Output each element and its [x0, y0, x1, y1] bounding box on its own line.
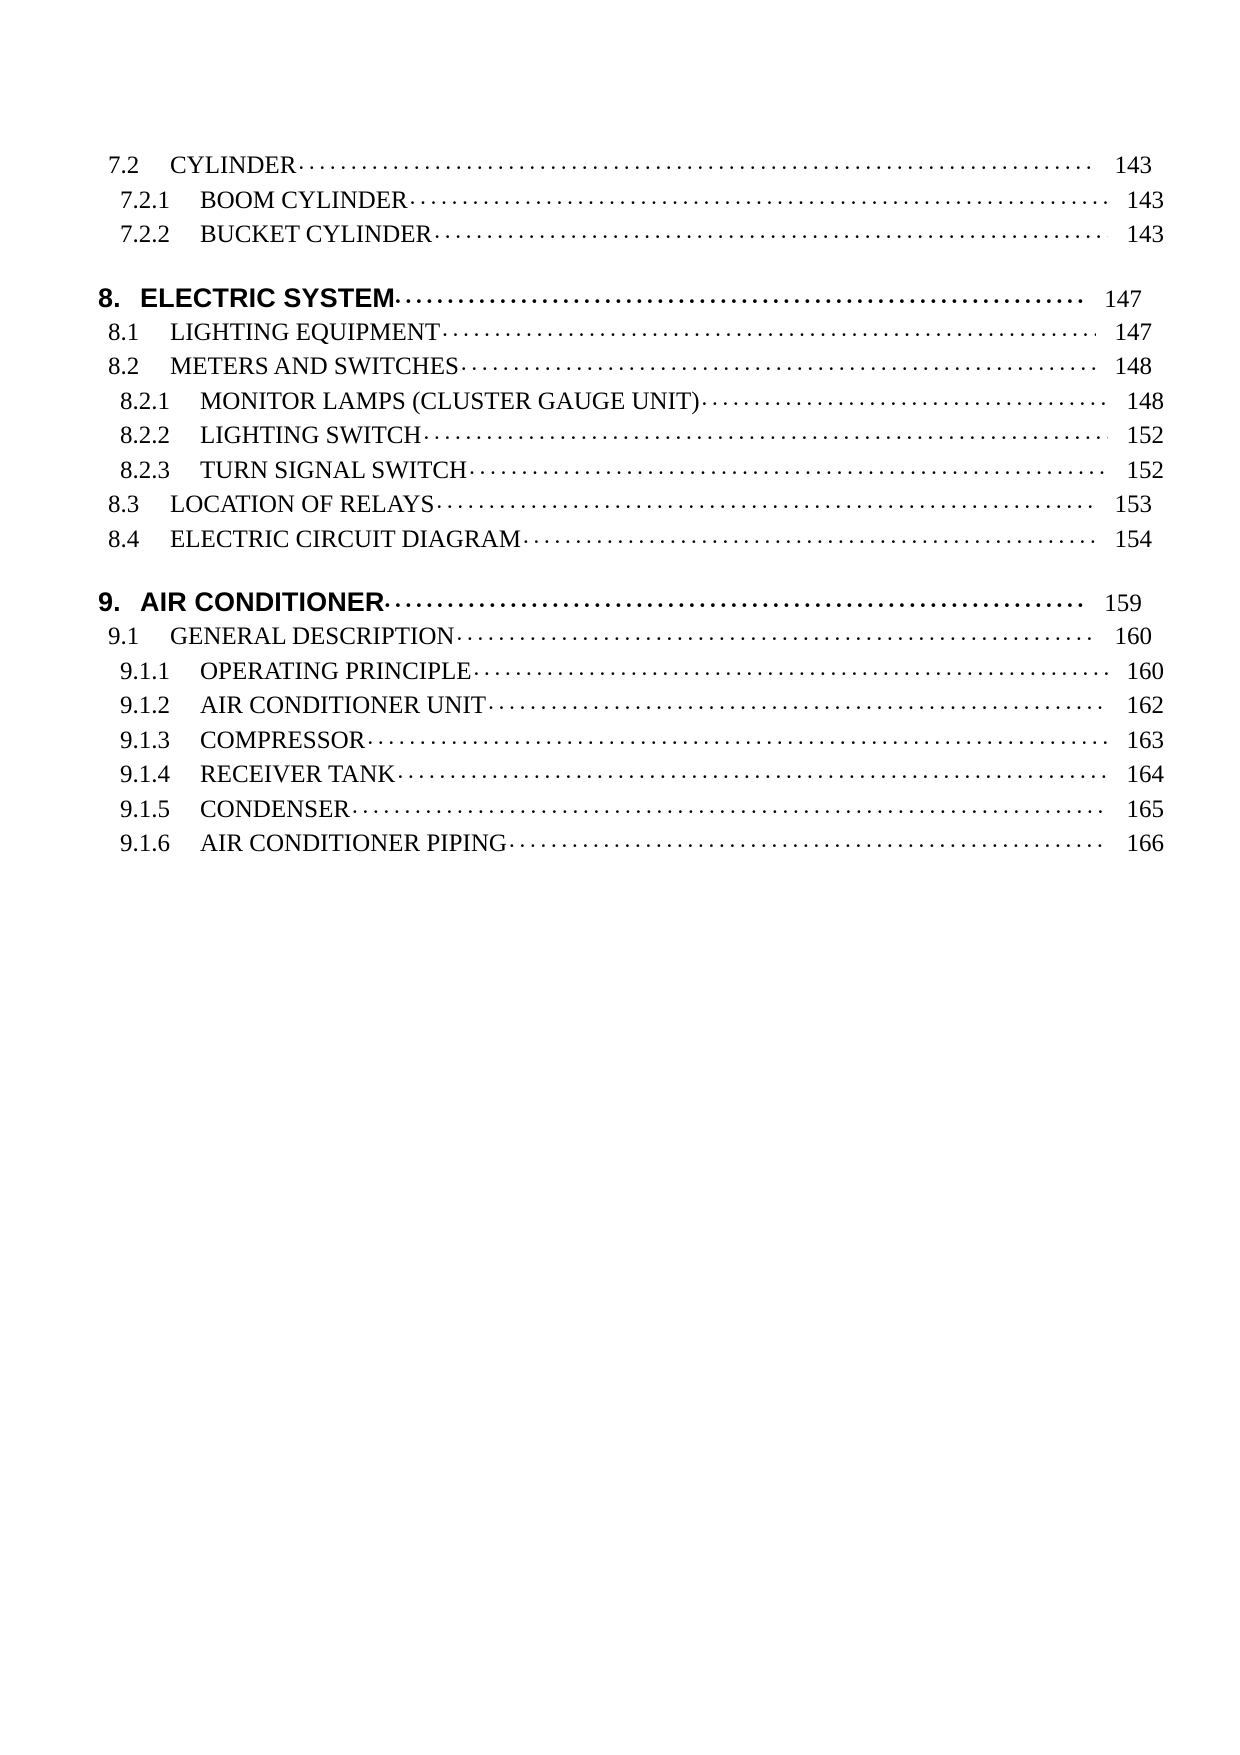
- toc-entry-number: 8.2.3: [120, 456, 170, 484]
- toc-entry-title: ELECTRIC SYSTEM: [140, 282, 396, 313]
- toc-dot-leader: [523, 522, 1096, 547]
- toc-entry-number: 7.2.2: [120, 221, 170, 248]
- toc-entry-page-number: 154: [1114, 525, 1152, 553]
- toc-entry[interactable]: [98, 280, 1142, 315]
- toc-entry-page-number: 163: [1126, 726, 1164, 754]
- toc-entry-page-number: 143: [1126, 221, 1164, 248]
- toc-entry-number: 9.1.5: [120, 795, 170, 823]
- toc-entry-number: 9.1.6: [120, 830, 170, 857]
- toc-entry-number: 8.3: [108, 491, 140, 518]
- toc-entry-number: 8.1: [108, 318, 140, 346]
- toc-entry-page-number: 152: [1126, 456, 1164, 484]
- toc-entry-number: 9.1.1: [120, 657, 170, 685]
- toc-entry-title: BOOM CYLINDER: [200, 186, 408, 214]
- toc-entry-page-number: 162: [1126, 692, 1164, 719]
- toc-entry[interactable]: [98, 584, 1142, 619]
- table-of-contents: [98, 148, 1164, 861]
- toc-entry-number: 7.2: [108, 152, 140, 179]
- toc-entry-title: CYLINDER: [170, 152, 297, 179]
- toc-entry-title: MONITOR LAMPS (CLUSTER GAUGE UNIT): [200, 387, 700, 415]
- toc-entry[interactable]: [98, 148, 1152, 183]
- toc-entry-page-number: 165: [1126, 795, 1164, 823]
- toc-dot-leader: [457, 619, 1097, 644]
- toc-entry-page-number: 143: [1126, 186, 1164, 214]
- toc-entry-title: COMPRESSOR: [200, 726, 366, 754]
- toc-dot-leader: [423, 418, 1108, 443]
- toc-entry-page-number: 147: [1104, 285, 1142, 313]
- toc-entry-number: 8.2.1: [120, 387, 170, 415]
- toc-dot-leader: [298, 148, 1096, 173]
- toc-entry-title: METERS AND SWITCHES: [170, 353, 459, 380]
- toc-entry-number: 9.1.3: [120, 726, 170, 754]
- toc-entry-title: TURN SIGNAL SWITCH: [200, 456, 468, 484]
- toc-dot-leader: [474, 654, 1108, 679]
- toc-entry-title: LOCATION OF RELAYS: [170, 491, 435, 518]
- toc-entry-page-number: 164: [1126, 761, 1164, 788]
- toc-entry-number: 7.2.1: [120, 186, 170, 214]
- toc-entry-title: CONDENSER: [200, 795, 351, 823]
- toc-entry[interactable]: [98, 453, 1164, 488]
- toc-dot-leader: [488, 688, 1108, 713]
- toc-entry-title: AIR CONDITIONER: [140, 587, 385, 617]
- toc-entry-page-number: 159: [1104, 590, 1142, 617]
- toc-entry[interactable]: [98, 522, 1152, 557]
- toc-entry-title: GENERAL DESCRIPTION: [170, 623, 455, 650]
- toc-entry[interactable]: [98, 217, 1164, 252]
- toc-entry[interactable]: [98, 183, 1164, 218]
- toc-entry[interactable]: [98, 315, 1152, 350]
- toc-dot-leader: [385, 584, 1087, 611]
- toc-entry-title: RECEIVER TANK: [200, 761, 396, 788]
- toc-entry-title: LIGHTING EQUIPMENT: [170, 318, 441, 346]
- toc-entry-page-number: 152: [1126, 422, 1164, 449]
- toc-dot-leader: [367, 723, 1108, 748]
- toc-dot-leader: [434, 217, 1108, 242]
- toc-entry-page-number: 143: [1114, 152, 1152, 179]
- toc-entry-page-number: 166: [1126, 830, 1164, 857]
- toc-entry[interactable]: [98, 619, 1152, 654]
- toc-dot-leader: [397, 757, 1108, 782]
- toc-entry-number: 8.: [98, 282, 121, 313]
- toc-entry-page-number: 153: [1114, 491, 1152, 518]
- toc-entry-title: ELECTRIC CIRCUIT DIAGRAM: [170, 525, 521, 553]
- toc-entry[interactable]: [98, 826, 1164, 861]
- toc-entry[interactable]: [98, 757, 1164, 792]
- toc-entry-title: OPERATING PRINCIPLE: [200, 657, 472, 685]
- toc-dot-leader: [509, 826, 1108, 851]
- toc-entry-title: AIR CONDITIONER PIPING: [200, 830, 507, 857]
- toc-entry[interactable]: [98, 654, 1164, 689]
- toc-entry-title: AIR CONDITIONER UNIT: [200, 692, 487, 719]
- toc-entry-number: 9.1.4: [120, 761, 170, 788]
- toc-entry[interactable]: [98, 349, 1152, 384]
- toc-dot-leader: [469, 453, 1108, 478]
- toc-dot-leader: [352, 792, 1108, 817]
- toc-entry[interactable]: [98, 384, 1164, 419]
- toc-entry-page-number: 147: [1114, 318, 1152, 346]
- toc-entry-page-number: 160: [1114, 623, 1152, 650]
- toc-entry[interactable]: [98, 723, 1164, 758]
- toc-entry-page-number: 148: [1126, 387, 1164, 415]
- toc-dot-leader: [436, 487, 1096, 512]
- toc-entry-number: 8.2: [108, 353, 140, 380]
- toc-dot-leader: [442, 315, 1096, 340]
- toc-entry[interactable]: [98, 418, 1164, 453]
- toc-entry-number: 9.: [98, 587, 121, 617]
- toc-entry-page-number: 160: [1126, 657, 1164, 685]
- toc-dot-leader: [702, 384, 1108, 409]
- toc-entry[interactable]: [98, 792, 1164, 827]
- toc-dot-leader: [395, 280, 1086, 307]
- toc-entry-page-number: 148: [1114, 353, 1152, 380]
- toc-entry-title: BUCKET CYLINDER: [200, 221, 433, 248]
- toc-dot-leader: [461, 349, 1096, 374]
- toc-entry-number: 8.2.2: [120, 422, 170, 449]
- toc-entry-number: 9.1.2: [120, 692, 170, 719]
- toc-entry-title: LIGHTING SWITCH: [200, 422, 422, 449]
- toc-entry[interactable]: [98, 688, 1164, 723]
- toc-entry-number: 8.4: [108, 525, 140, 553]
- toc-dot-leader: [410, 183, 1108, 208]
- toc-entry[interactable]: [98, 487, 1152, 522]
- toc-entry-number: 9.1: [108, 623, 140, 650]
